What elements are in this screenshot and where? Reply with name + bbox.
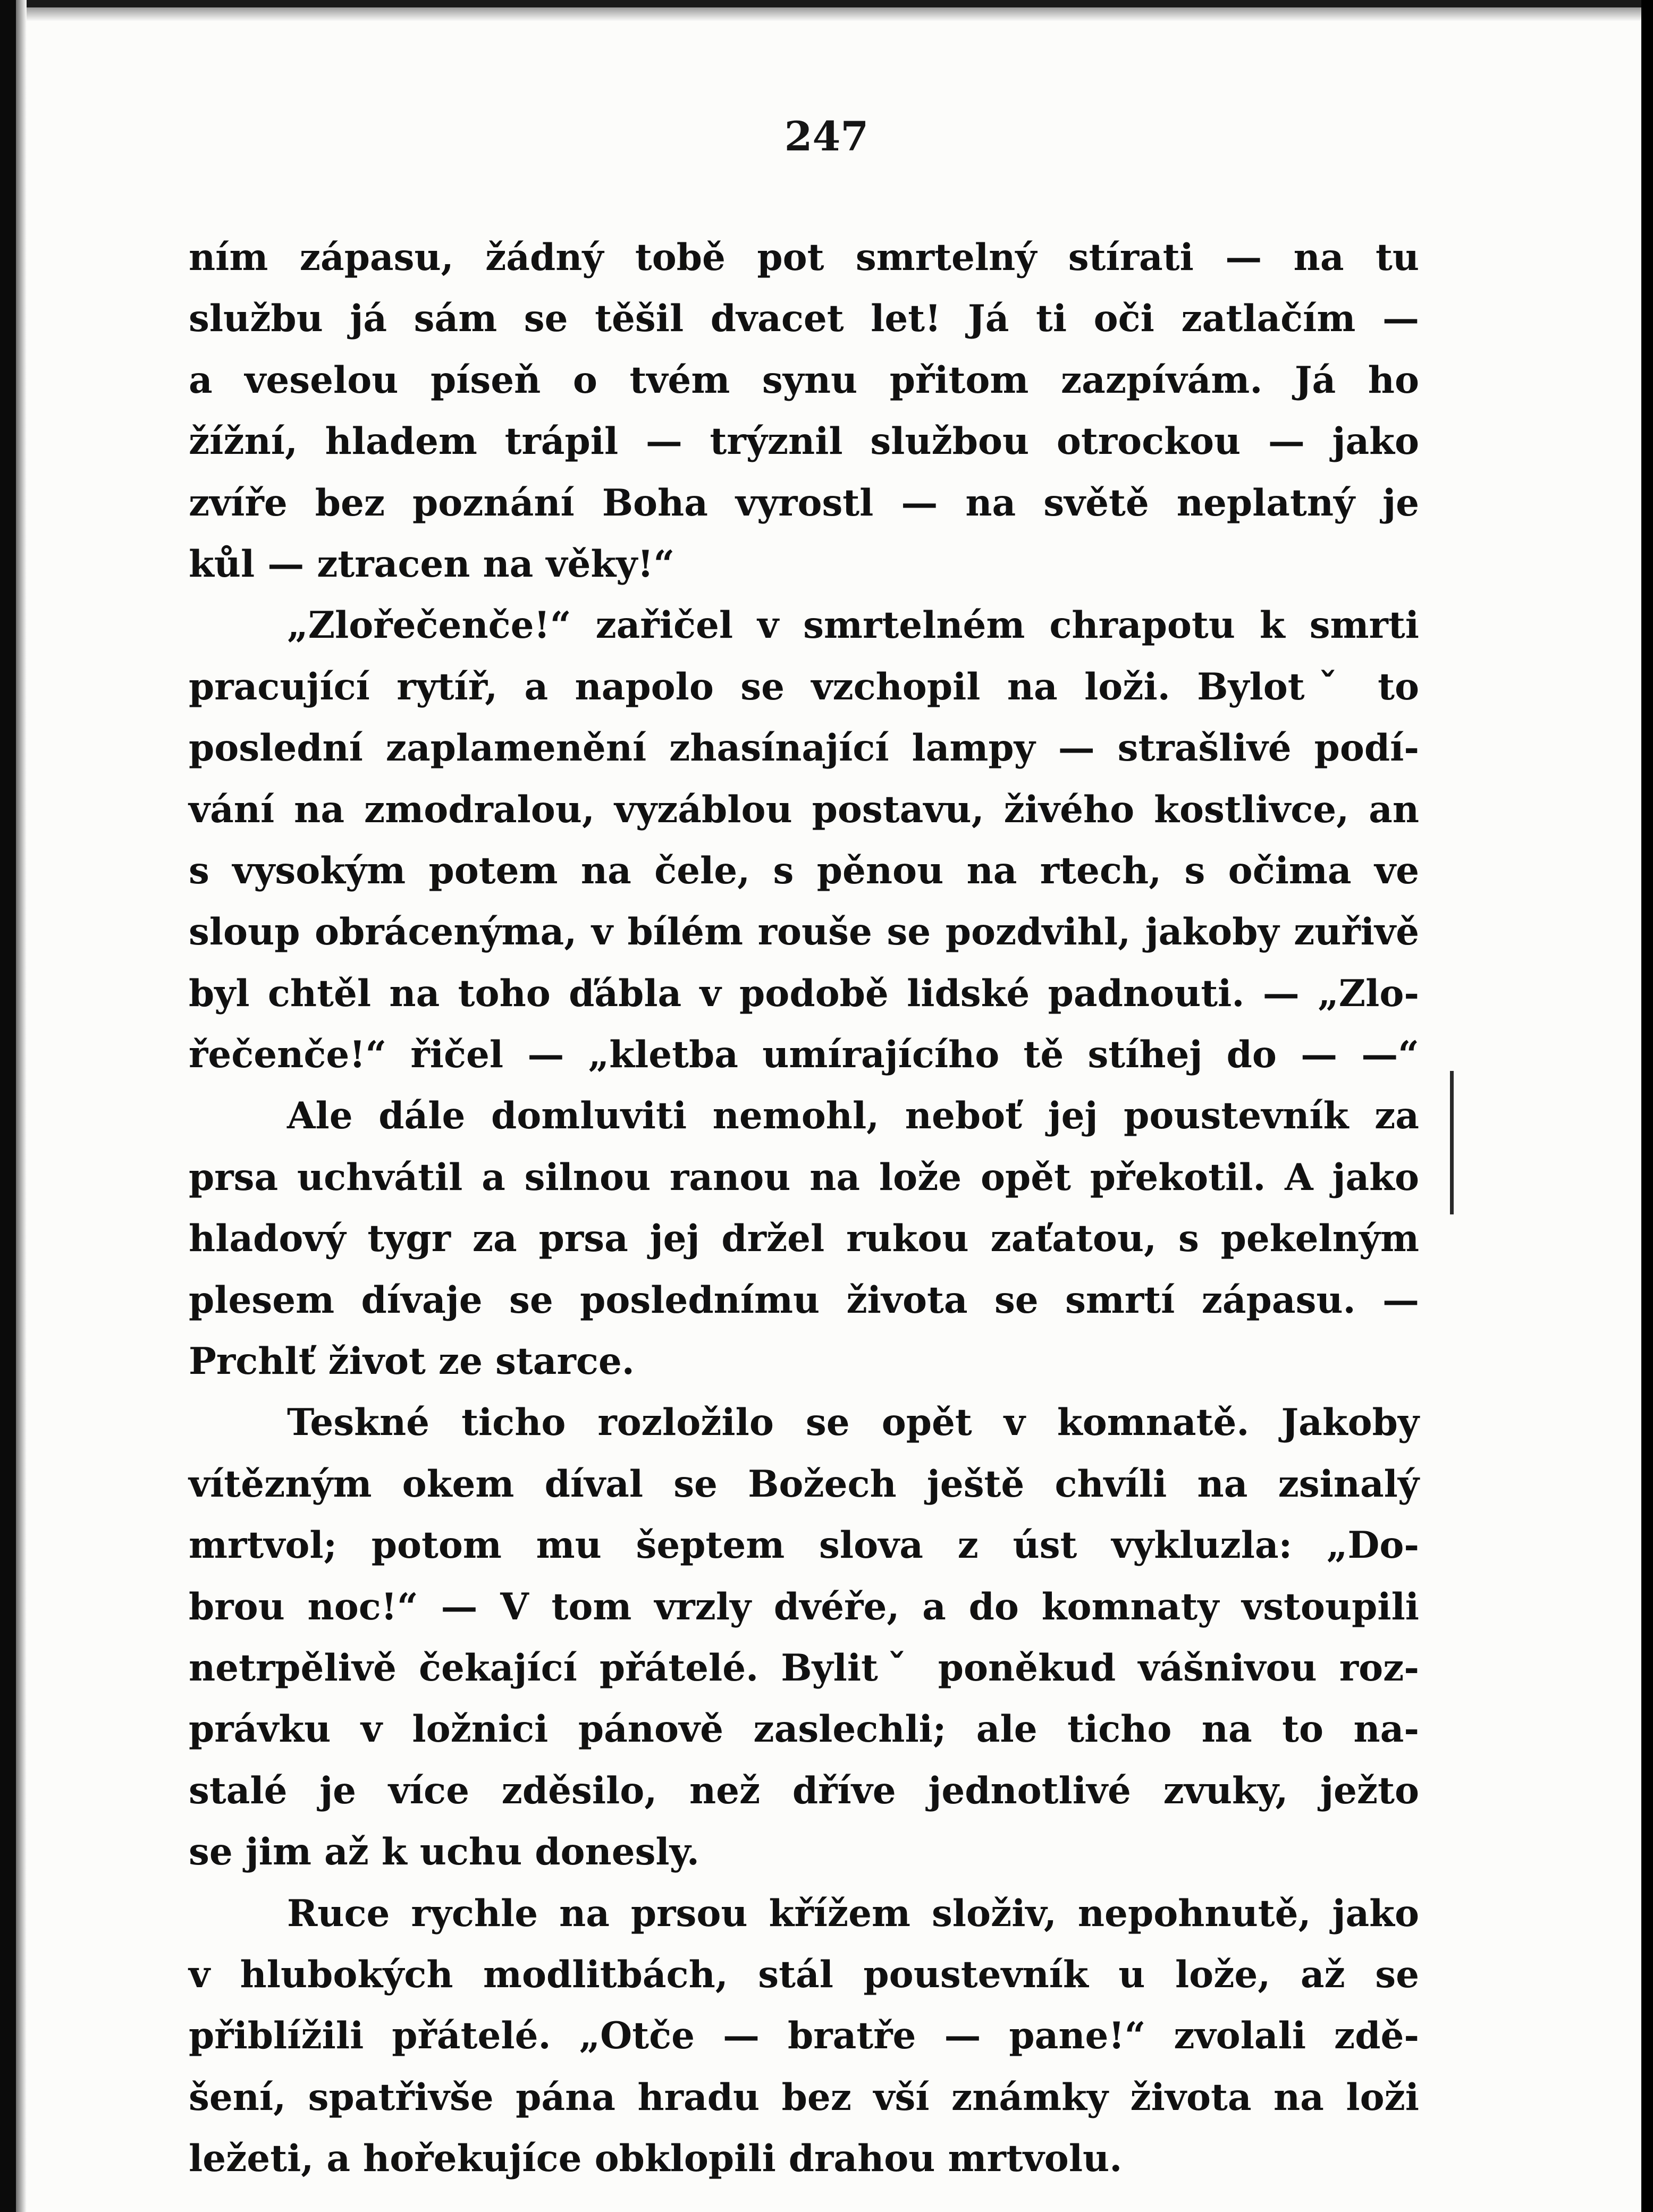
text-line: Prchlť život ze starce. <box>189 1340 635 1383</box>
body-text <box>189 227 1419 2190</box>
text-line: vítězným okem díval se Božech ještě chvíli na zsinalý <box>189 1462 1419 1506</box>
scan-left-edge <box>0 0 16 2212</box>
text-line: pracující rytíř, a napolo se vzchopil na loži. Bylotˇ to <box>189 665 1419 708</box>
text-line: kůl — ztracen na věky!“ <box>189 542 675 586</box>
text-line: Ale dále domluviti nemohl, neboť jej poustevník za <box>287 1094 1419 1138</box>
text-line: zvíře bez poznání Boha vyrostl — na světě neplatný je <box>189 481 1419 525</box>
text-line: netrpělivě čekající přátelé. Bylitˇ poněkud vášnivou roz- <box>189 1646 1419 1690</box>
text-line: poslední zaplamenění zhasínající lampy — strašlivé podí- <box>189 727 1419 770</box>
text-line: řečenče!“ řičel — „kletba umírajícího tě stíhej do — —“ <box>189 1033 1419 1077</box>
text-line: ležeti, a hořekujíce obklopili drahou mrtvolu. <box>189 2137 1123 2181</box>
text-line: v hlubokých modlitbách, stál poustevník u lože, až se <box>189 1953 1419 1996</box>
scan-right-edge <box>1641 0 1653 2212</box>
text-line: mrtvol; potom mu šeptem slova z úst vykluzla: „Do- <box>189 1524 1419 1567</box>
text-line: žížní, hladem trápil — trýznil službou otrockou — jako <box>189 420 1419 463</box>
text-line: se jim až k uchu donesly. <box>189 1830 699 1874</box>
page-number: 247 <box>784 113 869 160</box>
text-line: byl chtěl na toho ďábla v podobě lidské padnouti. — „Zlo- <box>189 972 1419 1015</box>
text-line: prsa uchvátil a silnou ranou na lože opět překotil. A jako <box>189 1155 1419 1199</box>
text-line: hladový tygr za prsa jej držel rukou zaťatou, s pekelným <box>189 1217 1419 1261</box>
text-line: Ruce rychle na prsou křížem složiv, nepohnutě, jako <box>287 1892 1419 1935</box>
text-line: vání na zmodralou, vyzáblou postavu, živého kostlivce, an <box>189 788 1419 831</box>
text-line: brou noc!“ — V tom vrzly dvéře, a do komnaty vstoupili <box>189 1585 1419 1628</box>
margin-mark <box>1450 1071 1454 1214</box>
text-line: právku v ložnici pánově zaslechli; ale ticho na to na- <box>189 1708 1419 1751</box>
text-line: přiblížili přátelé. „Otče — bratře — pane!“ zvolali zdě- <box>189 2014 1419 2058</box>
text-line: „Zlořečenče!“ zařičel v smrtelném chrapotu k smrti <box>287 604 1419 647</box>
scan-left-shadow <box>16 0 27 2212</box>
text-line: stalé je více zděsilo, než dříve jednotlivé zvuky, ježto <box>189 1769 1419 1812</box>
text-line: sloup obrácenýma, v bílém rouše se pozdvihl, jakoby zuřivě <box>189 910 1419 954</box>
text-line: službu já sám se těšil dvacet let! Já ti oči zatlačím — <box>189 297 1419 341</box>
text-line: s vysokým potem na čele, s pěnou na rtech, s očima ve <box>189 849 1419 892</box>
text-line: a veselou píseň o tvém synu přitom zazpívám. Já ho <box>189 358 1419 402</box>
scan-top-edge <box>0 0 1653 7</box>
text-line: plesem dívaje se poslednímu života se smrtí zápasu. — <box>189 1278 1419 1322</box>
text-line: šení, spatřivše pána hradu bez vší známky života na loži <box>189 2075 1419 2119</box>
text-line: Teskné ticho rozložilo se opět v komnatě. Jakoby <box>287 1401 1419 1445</box>
scan-top-shadow <box>0 7 1653 21</box>
text-line: ním zápasu, žádný tobě pot smrtelný stírati — na tu <box>189 236 1419 279</box>
